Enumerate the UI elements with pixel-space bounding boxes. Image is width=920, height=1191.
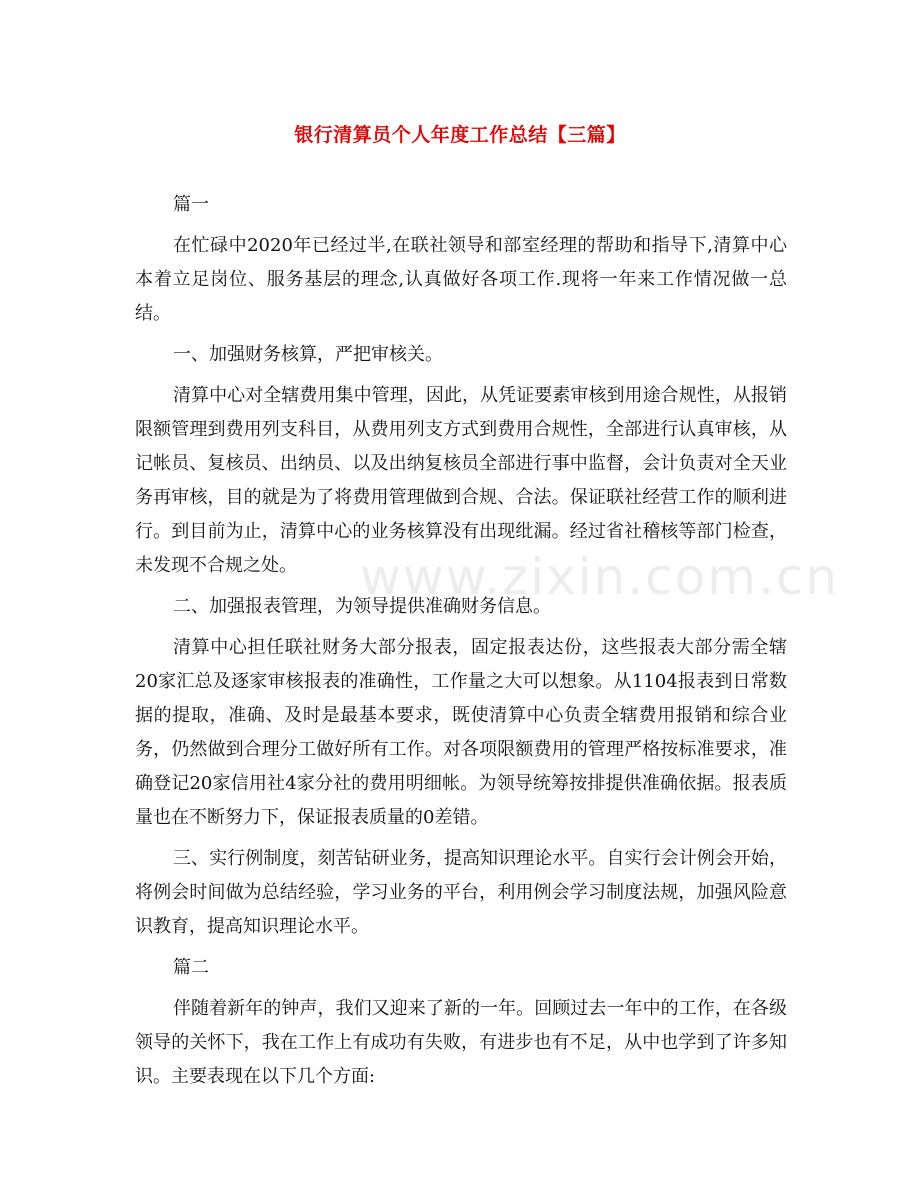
paragraph: 清算中心担任联社财务大部分报表，固定报表达份，这些报表大部分需全辖20家汇总及逐家审核报表的准确性，工作量之大可以想象。从1104报表到日常数据的提取，准确、及时是最基本要求，既使清算中心负责全辖费用报销和综合业务，仍然做到合理分工做好所有工作。对各项限额费用的管理严格按标准要求，准确登记20家信用社4家分社的费用明细帐。为领导统筹按排提供准确依据。报表质量也在不断努力下，保证报表质量的0差错。 [135, 637, 787, 828]
document-body [135, 188, 787, 1101]
section-heading: 篇一 [173, 194, 209, 215]
paragraph: 在忙碌中2020年已经过半,在联社领导和部室经理的帮助和指导下,清算中心本着立足岗位、服务基层的理念,认真做好各项工作.现将一年来工作情况做一总结。 [135, 235, 787, 324]
section-heading: 篇二 [173, 957, 209, 978]
paragraph: 三、实行例制度，刻苦钻研业务，提高知识理论水平。自实行会计例会开始，将例会时间做为总结经验，学习业务的平台，利用例会学习制度法规，加强风险意识教育，提高知识理论水平。 [135, 848, 787, 937]
paragraph: 清算中心对全辖费用集中管理，因此，从凭证要素审核到用途合规性，从报销限额管理到费用列支科目，从费用列支方式到费用合规性，全部进行认真审核，从记帐员、复核员、出纳员、以及出纳复核员全部进行事中监督，会计负责对全天业务再审核，目的就是为了将费用管理做到合规、合法。保证联社经营工作的顺利进行。到目前为止，清算中心的业务核算没有出现纰漏。经过省社稽核等部门检查，未发现不合规之处。 [135, 385, 787, 576]
watermark: www.zixin.com.cn [360, 548, 840, 606]
paragraph: 二、加强报表管理，为领导提供准确财务信息。 [173, 596, 551, 617]
paragraph: 伴随着新年的钟声，我们又迎来了新的一年。回顾过去一年中的工作，在各级领导的关怀下，我在工作上有成功有失败，有进步也有不足，从中也学到了许多知识。主要表现在以下几个方面: [135, 998, 787, 1087]
paragraph: 一、加强财务核算，严把审核关。 [173, 344, 443, 365]
document-title: 银行清算员个人年度工作总结【三篇】 [294, 124, 626, 146]
